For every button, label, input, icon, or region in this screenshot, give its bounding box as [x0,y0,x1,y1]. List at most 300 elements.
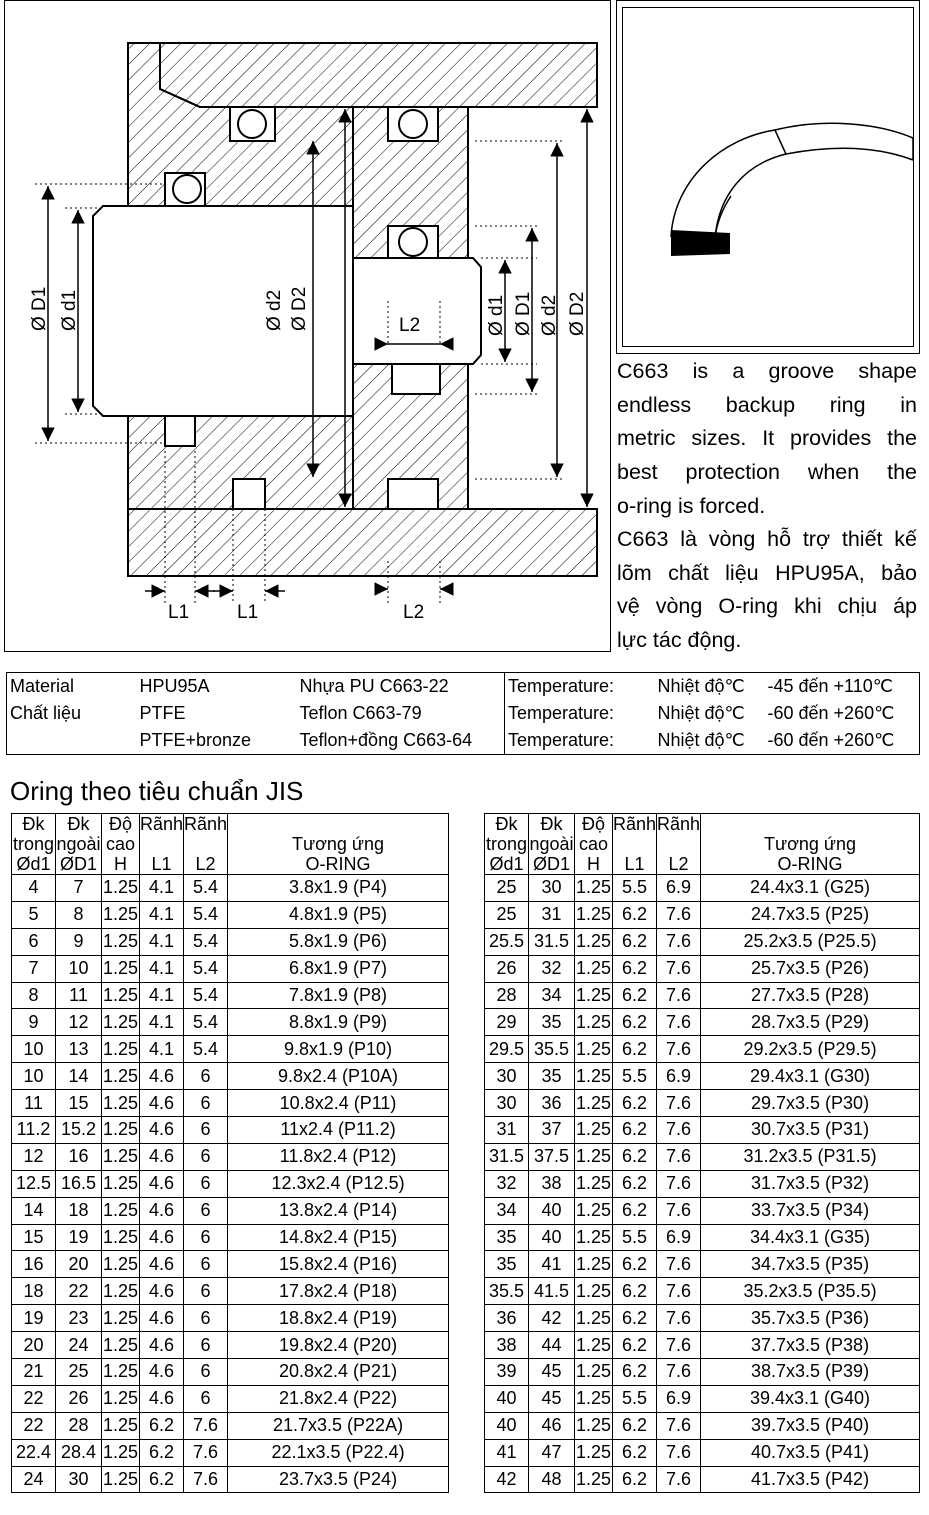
header-line: Độ [581,814,605,834]
table-cell: 9.8x1.9 (P10) [228,1036,449,1063]
table-cell: 1.25 [102,1170,140,1197]
table-cell: 28.7x3.5 (P29) [701,1009,920,1036]
table-cell: 7.6 [657,1090,701,1117]
header-line [657,834,700,854]
material-product: Nhựa PU C663-22 [297,673,505,701]
header-line: cao [578,834,609,854]
header-line: Rãnh [657,814,701,834]
material-row [7,700,920,727]
table-cell: 1.25 [102,1412,140,1439]
table-row [12,1063,449,1090]
table-cell: 1.25 [575,1359,613,1386]
table-cell: 20 [12,1332,56,1359]
table-cell: 8.8x1.9 (P9) [228,1009,449,1036]
header-line: Rãnh [140,814,184,834]
table-row [12,1251,449,1278]
table-cell: 9.8x2.4 (P10A) [228,1063,449,1090]
column-header [12,814,56,875]
table-cell: 4.6 [140,1063,184,1090]
table-cell: 34 [485,1197,529,1224]
label-D1-right: Ø D1 [513,291,534,336]
label-d1: Ø d1 [59,289,80,331]
temp-range: -60 đến +260℃ [765,727,920,755]
header-line: trong [485,834,528,854]
table-cell: 7.6 [657,1359,701,1386]
table-cell: 13 [56,1036,102,1063]
table-cell: 38 [485,1332,529,1359]
table-cell: 15.8x2.4 (P16) [228,1251,449,1278]
table-row [485,1332,920,1359]
label-D1: Ø D1 [29,286,50,331]
table-row [12,1090,449,1117]
header-line: Độ [108,814,132,834]
table-cell: 18 [56,1197,102,1224]
table-row [12,1385,449,1412]
table-cell: 1.25 [575,1224,613,1251]
table-cell: 37 [529,1117,575,1144]
table-row [485,928,920,955]
table-cell: 22.1x3.5 (P22.4) [228,1439,449,1466]
label-L1-a: L1 [168,602,190,623]
table-cell: 6.9 [657,1385,701,1412]
table-cell: 4.1 [140,982,184,1009]
table-cell: 4.6 [140,1224,184,1251]
table-cell: 6.2 [613,982,657,1009]
table-cell: 19 [12,1305,56,1332]
table-row [12,1224,449,1251]
table-cell: 6.9 [657,875,701,902]
table-row [485,1385,920,1412]
table-cell: 7.6 [657,1466,701,1493]
table-cell: 4.6 [140,1359,184,1386]
table-cell: 11.8x2.4 (P12) [228,1143,449,1170]
table-cell: 6.2 [613,1278,657,1305]
table-cell: 6.2 [613,1117,657,1144]
label-D2: Ø D2 [289,286,310,331]
header-line: Rãnh [184,814,228,834]
table-cell: 1.25 [575,1385,613,1412]
table-cell: 9 [12,1009,56,1036]
table-cell: 1.25 [102,1143,140,1170]
table-cell: 7.6 [657,955,701,982]
table-row [12,1170,449,1197]
desc-vi-line: lõm chất liệu HPU95A, bảo [617,560,917,585]
table-cell: 1.25 [575,1090,613,1117]
temp-vi: Nhiệt độ℃ [657,703,745,723]
table-cell: 4.6 [140,1305,184,1332]
header-line: Đk [495,814,518,834]
table-cell: 30.7x3.5 (P31) [701,1117,920,1144]
table-cell: 6 [184,1251,228,1278]
table-row [485,1439,920,1466]
table-cell: 22.4 [12,1439,56,1466]
label-L1-b: L1 [237,602,259,623]
table-cell: 1.25 [575,1278,613,1305]
table-cell: 15 [56,1090,102,1117]
header-line: Ød1 [16,854,51,874]
table-cell: 35.5 [529,1036,575,1063]
table-cell: 6.2 [613,928,657,955]
table-cell: 4.6 [140,1197,184,1224]
table-cell: 5.4 [184,955,228,982]
table-cell: 35.2x3.5 (P35.5) [701,1278,920,1305]
table-cell: 7.6 [657,1143,701,1170]
table-cell: 4.6 [140,1117,184,1144]
table-cell: 6 [184,1385,228,1412]
table-cell: 6.2 [140,1439,184,1466]
table-cell: 32 [529,955,575,982]
table-cell: 39.7x3.5 (P40) [701,1412,920,1439]
table-cell: 41 [529,1251,575,1278]
table-cell: 6.2 [613,1359,657,1386]
material-label: Chất liệu [7,700,137,727]
header-line [140,834,183,854]
desc-en-line: metric sizes. It provides the [617,426,917,451]
table-cell: 1.25 [575,901,613,928]
column-header [184,814,228,875]
table-cell: 1.25 [575,1439,613,1466]
material-name: PTFE [139,703,186,723]
table-cell: 1.25 [575,928,613,955]
table-cell: 35.7x3.5 (P36) [701,1305,920,1332]
table-cell: 31.7x3.5 (P32) [701,1170,920,1197]
table-cell: 1.25 [102,1251,140,1278]
table-cell: 34 [529,982,575,1009]
label-L2-bottom: L2 [403,602,425,623]
table-cell: 37.5 [529,1143,575,1170]
temp-label: Temperature: [505,727,655,755]
ring-section [671,230,730,256]
table-cell: 11 [12,1090,56,1117]
header-line: trong [12,834,55,854]
table-row [12,901,449,928]
table-cell: 6.2 [613,1251,657,1278]
table-row [485,982,920,1009]
temp-vi: Nhiệt độ℃ [655,673,765,701]
table-cell: 12 [12,1143,56,1170]
table-cell: 36 [485,1305,529,1332]
table-cell: 15 [12,1224,56,1251]
table-cell: 29.5 [485,1036,529,1063]
table-cell: 4.6 [140,1332,184,1359]
table-cell: 5.5 [613,1224,657,1251]
table-cell: 5.5 [613,1063,657,1090]
table-cell: 4.6 [140,1278,184,1305]
table-cell: 1.25 [102,1439,140,1466]
table-cell: 25 [485,875,529,902]
table-row [12,1359,449,1386]
table-cell: 1.25 [102,1332,140,1359]
table-cell: 41.5 [529,1278,575,1305]
header-line: cao [105,834,136,854]
column-header [102,814,140,875]
table-cell: 6 [184,1143,228,1170]
table-cell: 6.2 [613,1090,657,1117]
table-cell: 1.25 [102,1359,140,1386]
header-line [184,834,227,854]
table-cell: 7.6 [657,1278,701,1305]
table-cell: 1.25 [102,1305,140,1332]
table-cell: 23.7x3.5 (P24) [228,1466,449,1493]
header-line: ØD1 [532,854,570,874]
table-cell: 1.25 [575,1009,613,1036]
table-cell: 6 [184,1224,228,1251]
table-cell: 6.2 [613,1439,657,1466]
table-cell: 39 [485,1359,529,1386]
table-cell: 22 [12,1385,56,1412]
table-cell: 20 [56,1251,102,1278]
header-line [228,814,448,834]
table-cell: 23 [56,1305,102,1332]
table-cell: 1.25 [102,1224,140,1251]
column-header [56,814,102,875]
table-cell: 10 [56,955,102,982]
table-cell: 6.2 [613,1332,657,1359]
table-cell: 5.4 [184,1036,228,1063]
table-cell: 6 [184,1278,228,1305]
table-cell: 4.1 [140,875,184,902]
table-cell: 7.8x1.9 (P8) [228,982,449,1009]
table-cell: 1.25 [102,1009,140,1036]
desc-en-line: best protection when the [617,460,917,485]
ring-illustration [622,7,914,347]
table-cell: 6.2 [613,1143,657,1170]
table-cell: 10 [12,1036,56,1063]
table-cell: 5 [12,901,56,928]
table-cell: 19 [56,1224,102,1251]
table-cell: 6.2 [613,1036,657,1063]
table-row [12,875,449,902]
table-cell: 1.25 [102,1385,140,1412]
jis-title: Oring theo tiêu chuẩn JIS [10,776,304,806]
table-cell: 35 [529,1009,575,1036]
table-cell: 6.2 [613,1009,657,1036]
table-cell: 37.7x3.5 (P38) [701,1332,920,1359]
table-cell: 31 [529,901,575,928]
table-row [12,1009,449,1036]
table-cell: 6.2 [613,1305,657,1332]
top-housing [160,43,597,107]
table-cell: 21 [12,1359,56,1386]
material-label [7,727,137,755]
table-cell: 1.25 [102,875,140,902]
table-cell: 4.6 [140,1090,184,1117]
column-header [485,814,529,875]
header-line: Tương ứng [764,834,856,854]
table-cell: 1.25 [575,1063,613,1090]
table-cell: 25 [485,901,529,928]
table-cell: 24.7x3.5 (P25) [701,901,920,928]
table-row [485,955,920,982]
table-cell: 19.8x2.4 (P20) [228,1332,449,1359]
jis-table-right [484,813,920,1493]
table-row [12,1278,449,1305]
table-cell: 22 [12,1412,56,1439]
temp-range: -60 đến +260℃ [765,700,920,727]
table-cell: 16 [56,1143,102,1170]
header-line [701,814,919,834]
table-cell: 6 [184,1117,228,1144]
table-cell: 34.7x3.5 (P35) [701,1251,920,1278]
table-cell: 25.7x3.5 (P26) [701,955,920,982]
table-row [485,1224,920,1251]
table-cell: 7 [12,955,56,982]
table-cell: 1.25 [575,875,613,902]
table-cell: 1.25 [575,1117,613,1144]
label-L2-top: L2 [399,315,421,336]
jis-header [485,814,920,875]
description-vi [617,523,917,658]
table-cell: 35.5 [485,1278,529,1305]
table-row [12,1412,449,1439]
table-cell: 6 [184,1090,228,1117]
table-cell: 13.8x2.4 (P14) [228,1197,449,1224]
header-line: L2 [668,854,689,874]
table-cell: 4.1 [140,955,184,982]
table-cell: 1.25 [102,955,140,982]
table-cell: 28.4 [56,1439,102,1466]
jis-table-left [11,813,449,1493]
table-cell: 4.6 [140,1170,184,1197]
column-header [228,814,449,875]
table-cell: 39.4x3.1 (G40) [701,1385,920,1412]
header-line: ngoài [529,834,574,854]
table-cell: 32 [485,1170,529,1197]
table-cell: 1.25 [102,1278,140,1305]
table-cell: 7.6 [657,1251,701,1278]
table-cell: 7.6 [657,1305,701,1332]
table-cell: 1.25 [575,1036,613,1063]
table-row [485,901,920,928]
table-row [485,1170,920,1197]
table-cell: 6 [184,1063,228,1090]
shaft-left [93,206,353,416]
table-cell: 17.8x2.4 (P18) [228,1278,449,1305]
table-cell: 7.6 [657,901,701,928]
temp-vi: Nhiệt độ℃ [655,727,765,755]
table-cell: 7.6 [657,928,701,955]
table-cell: 24 [12,1466,56,1493]
table-cell: 7.6 [657,1036,701,1063]
header-line [613,834,656,854]
table-cell: 4.6 [140,1143,184,1170]
table-cell: 18.8x2.4 (P19) [228,1305,449,1332]
table-cell: 1.25 [102,1197,140,1224]
table-cell: 1.25 [102,1466,140,1493]
table-row [12,1197,449,1224]
table-cell: 38.7x3.5 (P39) [701,1359,920,1386]
table-cell: 18 [12,1278,56,1305]
column-header [529,814,575,875]
table-cell: 1.25 [102,1090,140,1117]
cross-section-svg [5,1,612,653]
table-cell: 26 [485,955,529,982]
table-cell: 1.25 [575,1466,613,1493]
temp-range: -45 đến +110℃ [765,673,920,701]
table-cell: 29 [485,1009,529,1036]
header-line: Đk [22,814,45,834]
table-cell: 4.1 [140,1036,184,1063]
table-cell: 7.6 [657,1197,701,1224]
table-cell: 30 [56,1466,102,1493]
table-cell: 8 [56,901,102,928]
header-line: L1 [624,854,645,874]
table-cell: 4.1 [140,928,184,955]
table-cell: 28 [56,1412,102,1439]
table-cell: 41.7x3.5 (P42) [701,1466,920,1493]
table-cell: 30 [485,1063,529,1090]
label-d1-right: Ø d1 [486,294,507,336]
material-product: Teflon C663-79 [297,700,505,727]
table-cell: 21.7x3.5 (P22A) [228,1412,449,1439]
table-cell: 7.6 [657,1412,701,1439]
table-cell: 16 [12,1251,56,1278]
desc-en-line: o-ring is forced. [617,493,766,518]
table-cell: 40 [485,1412,529,1439]
material-product: Teflon+đồng C663-64 [297,727,505,755]
table-cell: 11 [56,982,102,1009]
table-cell: 6 [12,928,56,955]
table-cell: 11.2 [12,1117,56,1144]
table-cell: 8 [12,982,56,1009]
table-cell: 42 [485,1466,529,1493]
table-cell: 40 [529,1197,575,1224]
table-cell: 4 [12,875,56,902]
table-cell: 4.1 [140,1009,184,1036]
table-cell: 12.5 [12,1170,56,1197]
column-header [701,814,920,875]
table-cell: 6.2 [613,1197,657,1224]
table-cell: 5.4 [184,928,228,955]
table-row [12,1466,449,1493]
table-cell: 1.25 [102,982,140,1009]
material-table [6,672,920,755]
label-D2-right: Ø D2 [567,291,588,336]
table-cell: 7.6 [657,1170,701,1197]
table-row [485,1251,920,1278]
table-cell: 33.7x3.5 (P34) [701,1197,920,1224]
table-cell: 3.8x1.9 (P4) [228,875,449,902]
desc-vi-line: lực tác động. [617,628,742,653]
table-row [485,1359,920,1386]
table-cell: 30 [485,1090,529,1117]
table-cell: 6.2 [613,1412,657,1439]
table-cell: 34.4x3.1 (G35) [701,1224,920,1251]
table-cell: 35 [485,1251,529,1278]
table-cell: 22 [56,1278,102,1305]
table-row [485,1063,920,1090]
table-cell: 5.8x1.9 (P6) [228,928,449,955]
column-header [657,814,701,875]
table-row [485,1466,920,1493]
table-cell: 47 [529,1439,575,1466]
table-row [12,1332,449,1359]
table-cell: 7.6 [657,1009,701,1036]
table-row [485,1117,920,1144]
table-cell: 31 [485,1117,529,1144]
table-cell: 5.4 [184,982,228,1009]
table-cell: 1.25 [575,1412,613,1439]
table-cell: 40 [485,1385,529,1412]
table-cell: 44 [529,1332,575,1359]
table-cell: 27.7x3.5 (P28) [701,982,920,1009]
table-row [12,1117,449,1144]
bottom-plate [128,509,597,576]
table-cell: 14 [12,1197,56,1224]
table-cell: 5.5 [613,1385,657,1412]
header-line: Tương ứng [292,834,384,854]
table-cell: 1.25 [102,1063,140,1090]
